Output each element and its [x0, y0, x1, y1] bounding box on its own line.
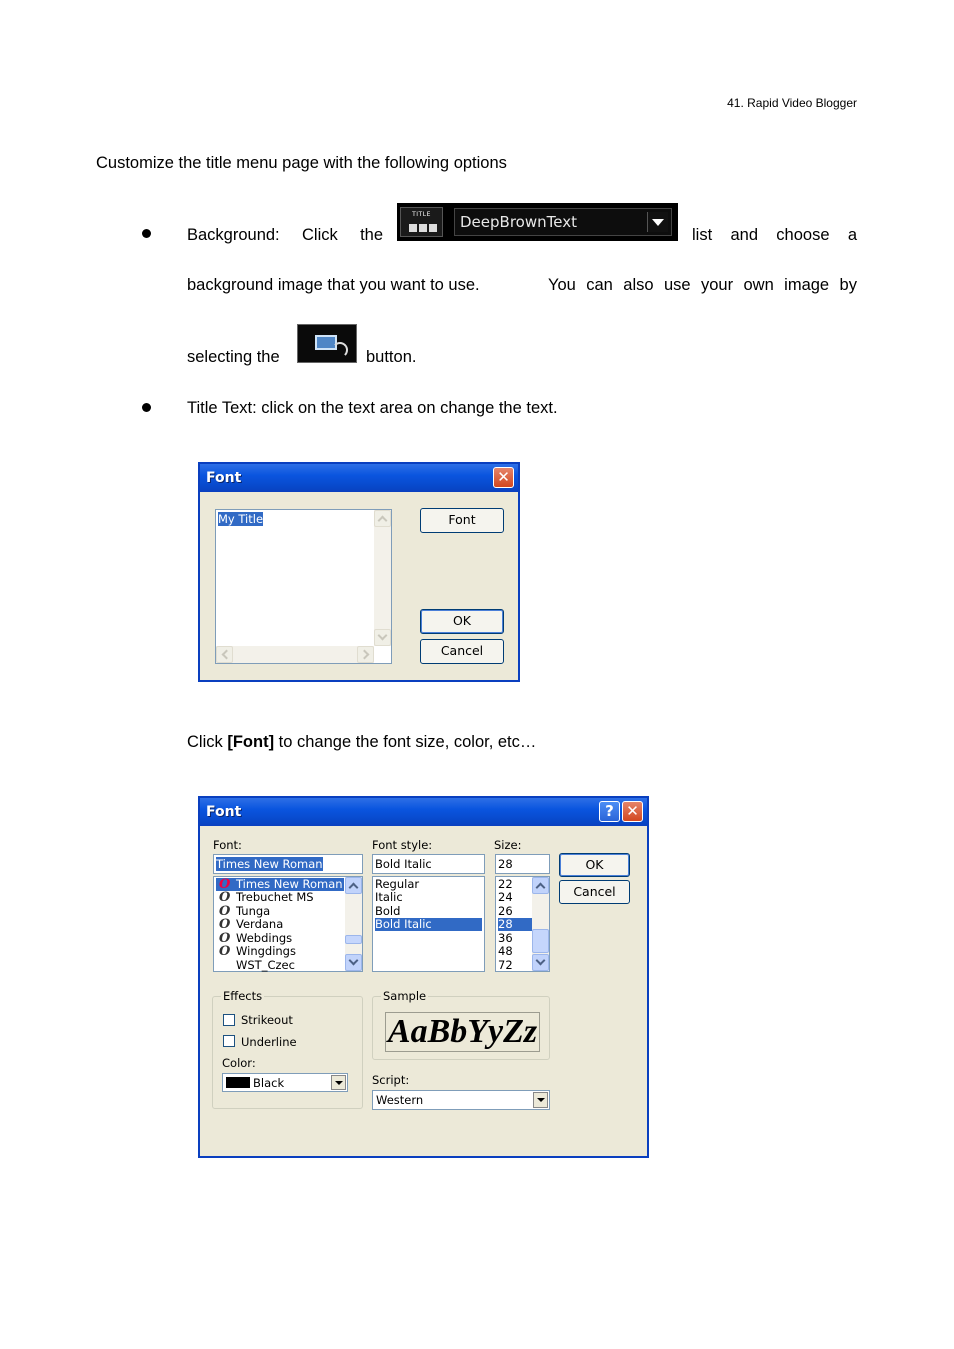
text-run: Click — [187, 733, 228, 751]
dropdown-arrow-icon[interactable] — [647, 212, 668, 232]
help-button[interactable] — [599, 801, 620, 822]
word: list — [692, 226, 713, 244]
cancel-button[interactable]: Cancel — [420, 639, 504, 664]
dialog-title: Font — [206, 804, 242, 820]
font-list[interactable] — [213, 876, 363, 972]
word: a — [847, 226, 857, 244]
dropdown-arrow-icon[interactable] — [331, 1075, 346, 1090]
sample-preview: AaBbYyZz — [385, 1012, 540, 1052]
size-list-item[interactable]: 22 — [498, 877, 513, 891]
scroll-right-button[interactable] — [357, 646, 374, 663]
font-button[interactable]: Font — [420, 508, 504, 533]
scroll-up-button[interactable] — [532, 877, 549, 894]
click-font-instruction — [187, 732, 536, 752]
truetype-font-icon: O — [219, 877, 231, 892]
ok-button[interactable]: OK — [420, 609, 504, 634]
title-text-selection: My Title — [218, 512, 264, 526]
style-list-item[interactable]: Bold Italic — [375, 918, 482, 931]
word: choose — [776, 226, 830, 244]
truetype-font-icon: O — [219, 931, 231, 946]
word: and — [730, 226, 758, 244]
font-list-item[interactable] — [216, 891, 314, 904]
scroll-thumb[interactable] — [345, 935, 362, 944]
strikeout-checkbox[interactable] — [223, 1014, 235, 1026]
word: by — [839, 276, 857, 294]
close-icon: ✕ — [497, 468, 510, 486]
close-icon: ✕ — [626, 802, 639, 820]
color-label: Color: — [222, 1056, 256, 1070]
background-dropdown-value: DeepBrownText — [460, 213, 577, 231]
sample-label: Sample — [383, 989, 427, 1003]
font-style-value: Bold Italic — [375, 857, 432, 871]
font-list-item-label: Wingdings — [236, 944, 296, 958]
ok-button[interactable]: OK — [559, 853, 630, 877]
background-selector[interactable] — [397, 203, 678, 241]
word: own — [743, 276, 774, 294]
size-input[interactable] — [495, 854, 550, 874]
title-textarea[interactable] — [215, 509, 392, 664]
size-list[interactable] — [495, 876, 550, 972]
font-name-value: Times New Roman — [216, 857, 323, 871]
icon-block — [419, 224, 427, 232]
font-dialog — [198, 796, 649, 1158]
size-list-item[interactable]: 26 — [498, 904, 513, 918]
font-list-item-label: Times New Roman — [236, 877, 343, 891]
help-icon: ? — [605, 802, 614, 820]
bullet-dot — [142, 403, 151, 412]
word: You — [548, 276, 576, 294]
dialog-title: Font — [206, 470, 242, 486]
size-value: 28 — [498, 857, 513, 871]
font-label: Font: — [213, 838, 242, 852]
scroll-down-button[interactable] — [532, 954, 549, 971]
intro-text: Customize the title menu page with the following options — [96, 154, 507, 172]
font-list-item-label: Tunga — [236, 904, 271, 918]
background-dropdown[interactable] — [454, 208, 672, 236]
title-text-dialog — [198, 462, 520, 682]
color-swatch — [226, 1077, 250, 1088]
bullet2-text: Title Text: click on the text area on change the text. — [187, 399, 558, 417]
style-list-item[interactable]: Regular — [375, 877, 420, 891]
script-select[interactable] — [372, 1090, 550, 1110]
strikeout-label: Strikeout — [241, 1013, 293, 1027]
font-list-item[interactable] — [216, 959, 295, 972]
underline-label: Underline — [241, 1035, 297, 1049]
vertical-scrollbar[interactable] — [374, 510, 391, 646]
font-list-item[interactable] — [216, 918, 283, 931]
font-style-input[interactable] — [372, 854, 485, 874]
bullet-dot — [142, 229, 151, 238]
close-button[interactable] — [493, 467, 514, 488]
font-keyword: [Font] — [227, 733, 275, 751]
horizontal-scrollbar[interactable] — [216, 646, 374, 663]
word: use — [663, 276, 691, 294]
bullet1-line2-left: background image that you want to use. — [187, 276, 480, 294]
scroll-down-button[interactable] — [374, 629, 391, 646]
font-list-item-label: Trebuchet MS — [236, 890, 314, 904]
size-list-item[interactable]: 24 — [498, 890, 513, 904]
font-list-item-label: Verdana — [236, 917, 284, 931]
truetype-font-icon: O — [219, 917, 231, 932]
word: image — [784, 276, 830, 294]
script-value: Western — [376, 1093, 424, 1107]
close-button[interactable] — [622, 801, 643, 822]
underline-checkbox[interactable] — [223, 1035, 235, 1047]
size-list-scrollbar[interactable] — [532, 877, 549, 971]
text-run: to change the font size, color, etc… — [274, 733, 537, 751]
font-list-item[interactable] — [216, 945, 296, 958]
own-image-button[interactable] — [297, 324, 357, 363]
title-menu-icon-label: TITLE — [412, 211, 431, 218]
icon-block — [409, 224, 417, 232]
word: Background: — [187, 226, 280, 244]
size-list-item[interactable]: 48 — [498, 944, 513, 958]
bullet1-line2-right — [548, 275, 857, 295]
dropdown-arrow-icon[interactable] — [533, 1092, 548, 1108]
font-style-label: Font style: — [372, 838, 433, 852]
style-list-item[interactable]: Italic — [375, 890, 403, 904]
font-name-input[interactable] — [213, 854, 363, 874]
scroll-thumb[interactable] — [532, 929, 549, 953]
scroll-up-button[interactable] — [374, 510, 391, 527]
dialog-titlebar — [200, 798, 647, 826]
word: the — [360, 226, 383, 244]
bullet1-line3-before: selecting the — [187, 348, 280, 366]
font-list-scrollbar[interactable] — [345, 877, 362, 971]
truetype-font-icon: O — [219, 944, 231, 959]
word: can — [586, 276, 613, 294]
size-list-item[interactable]: 36 — [498, 931, 513, 945]
style-list-item[interactable]: Bold — [375, 904, 401, 918]
script-label: Script: — [372, 1073, 410, 1087]
font-list-item-label: Webdings — [236, 931, 293, 945]
size-list-item[interactable]: 28 — [498, 918, 532, 931]
size-label: Size: — [494, 838, 522, 852]
word: your — [700, 276, 734, 294]
icon-block — [429, 224, 437, 232]
truetype-font-icon: O — [219, 904, 231, 919]
refresh-arrow-icon — [332, 342, 348, 358]
page-header: 41. Rapid Video Blogger — [727, 96, 857, 110]
word: also — [623, 276, 654, 294]
size-list-item[interactable]: 72 — [498, 958, 513, 972]
cancel-button[interactable]: Cancel — [559, 880, 630, 904]
bullet1-line3-after: button. — [366, 348, 417, 366]
bullet1-line1-start — [187, 225, 383, 245]
truetype-font-icon: O — [219, 890, 231, 905]
word: Click — [301, 226, 338, 244]
effects-group — [212, 989, 363, 1109]
sample-group — [372, 989, 550, 1060]
scroll-up-button[interactable] — [345, 877, 362, 894]
color-select[interactable] — [222, 1073, 348, 1092]
dialog-titlebar — [200, 464, 518, 492]
title-menu-icon — [400, 207, 443, 237]
scroll-down-button[interactable] — [345, 954, 362, 971]
font-style-list[interactable] — [372, 876, 485, 972]
color-value: Black — [253, 1076, 285, 1090]
font-list-item-label: WST_Czec — [236, 958, 295, 972]
effects-label: Effects — [223, 989, 263, 1003]
scroll-left-button[interactable] — [216, 646, 233, 663]
bullet1-line1-end — [692, 225, 857, 245]
